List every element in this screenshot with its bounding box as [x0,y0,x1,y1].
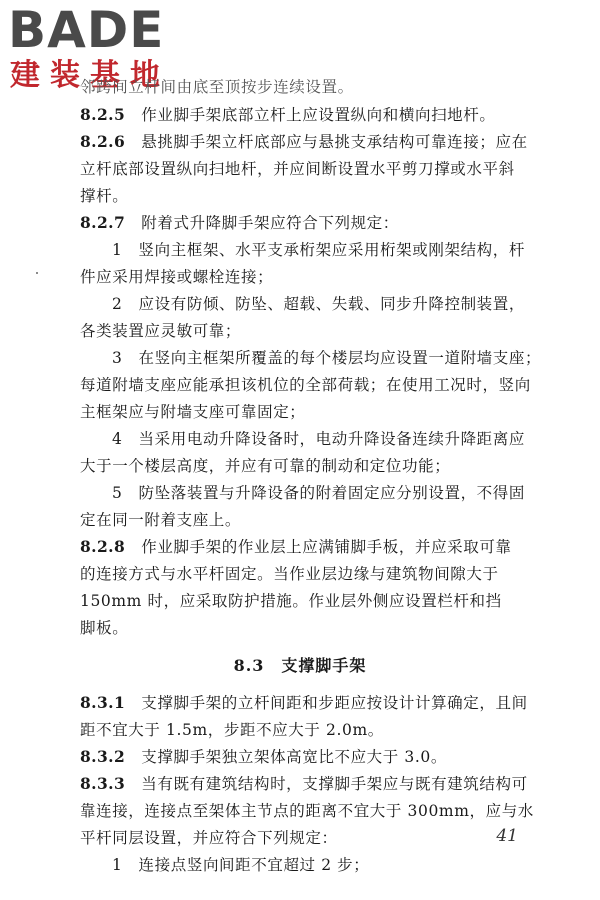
list-item-5: 5 防坠落装置与升降设备的附着固定应分别设置，不得固 [112,484,525,502]
clause-number: 8.3.2 [80,747,126,766]
clause-number: 8.2.8 [80,537,126,556]
list-item-3: 3 在竖向主框架所覆盖的每个楼层均应设置一道附墙支座； [112,349,542,367]
clause-8-3-3 [80,773,528,795]
clause-8-3-1 [80,692,528,714]
logo-wordmark: BADE [8,1,165,59]
text-line: 各类装置应灵敏可靠； [80,322,242,340]
clause-number: 8.2.7 [80,213,126,232]
clause-8-2-6 [80,131,528,153]
text-line: 主框架应与附墙支座可靠固定； [80,403,306,421]
clause-text: 作业脚手架的作业层上应满铺脚手板，并应采取可靠 [141,538,512,556]
text-line: 靠连接，连接点至架体主节点的距离不宜大于 300mm，应与水 [80,802,534,820]
text-line: 撑杆。 [80,187,129,205]
section-heading: 8.3 支撑脚手架 [233,656,367,675]
text-line: 的连接方式与水平杆固定。当作业层边缘与建筑物间隙大于 [80,565,499,583]
clause-number: 8.2.6 [80,132,126,151]
clause-number: 8.2.5 [80,105,126,124]
clause-text: 当有既有建筑结构时，支撑脚手架应与既有建筑结构可 [141,775,528,793]
clause-text: 支撑脚手架的立杆间距和步距应按设计计算确定，且间 [141,694,528,712]
clause-8-2-5 [80,104,495,126]
text-line: 定在同一附着支座上。 [80,511,242,529]
list-item-4: 4 当采用电动升降设备时，电动升降设备连续升降距离应 [112,430,525,448]
text-line: 150mm 时，应采取防护措施。作业层外侧应设置栏杆和挡 [80,592,502,610]
text-line: 件应采用焊接或螺栓连接； [80,268,274,286]
clause-text: 附着式升降脚手架应符合下列规定： [141,214,399,232]
text-line: 平杆同层设置，并应符合下列规定： [80,829,338,847]
scan-speck [36,272,38,274]
list-item-1: 1 竖向主框架、水平支承桁架应采用桁架或刚架结构，杆 [112,241,525,259]
clause-8-2-8 [80,536,512,558]
clause-text: 悬挑脚手架立杆底部应与悬挑支承结构可靠连接；应在 [141,133,528,151]
list-item-2: 2 应设有防倾、防坠、超载、失载、同步升降控制装置， [112,295,525,313]
text-line: 大于一个楼层高度，并应有可靠的制动和定位功能； [80,457,451,475]
logo-subtitle: 建装基地 [10,58,170,93]
clause-number: 8.3.1 [80,693,126,712]
text-line: 脚板。 [80,619,129,637]
text-line: 每道附墙支座应能承担该机位的全部荷载；在使用工况时，竖向 [80,376,531,394]
list-item-1: 1 连接点竖向间距不宜超过 2 步； [112,856,370,874]
clause-8-3-2 [80,746,447,768]
text-line: 距不宜大于 1.5m，步距不应大于 2.0m。 [80,721,384,739]
clause-number: 8.3.3 [80,774,126,793]
page-number: 41 [496,826,518,846]
text-line: 立杆底部设置纵向扫地杆，并应间断设置水平剪刀撑或水平斜 [80,160,515,178]
clause-text: 作业脚手架底部立杆上应设置纵向和横向扫地杆。 [141,106,496,124]
clause-8-2-7 [80,212,399,234]
clause-text: 支撑脚手架独立架体高宽比不应大于 3.0。 [141,748,447,766]
text-line: 邻跨间立杆间由底至顶按步连续设置。 [80,78,354,96]
